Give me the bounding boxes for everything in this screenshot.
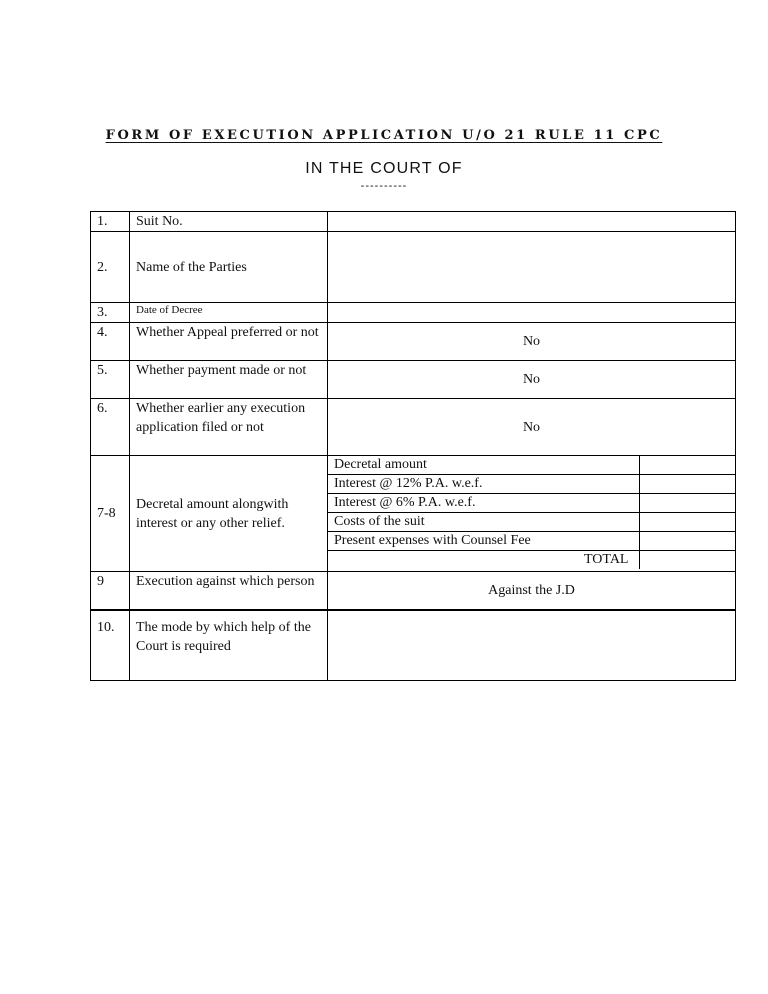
earlier-application-answer[interactable]: No	[328, 399, 736, 456]
court-heading: IN THE COURT OF	[305, 160, 463, 177]
amount-value[interactable]	[639, 532, 735, 551]
row-label: The mode by which help of the Court is required	[130, 610, 328, 681]
row-label: Decretal amount alongwith interest or any other relief.	[130, 456, 328, 572]
amounts-table	[328, 456, 735, 569]
row-execution-against	[91, 572, 736, 610]
row-label: Whether payment made or not	[130, 361, 328, 399]
row-number: 7-8	[91, 456, 130, 572]
amount-row	[328, 513, 735, 532]
row-number: 2.	[91, 232, 130, 303]
row-number: 9	[91, 572, 130, 610]
row-decree-date	[91, 303, 736, 323]
amount-label: Costs of the suit	[328, 513, 639, 532]
amount-row	[328, 475, 735, 494]
row-number: 6.	[91, 399, 130, 456]
appeal-answer[interactable]: No	[328, 323, 736, 361]
row-label: Date of Decree	[130, 303, 328, 323]
amount-row	[328, 456, 735, 475]
row-label: Suit No.	[130, 212, 328, 232]
total-value[interactable]	[639, 551, 735, 570]
amount-row	[328, 494, 735, 513]
row-number: 5.	[91, 361, 130, 399]
amount-label: Interest @ 6% P.A. w.e.f.	[328, 494, 639, 513]
execution-form-table	[90, 211, 736, 681]
amounts-cell	[328, 456, 736, 572]
total-label: TOTAL	[328, 551, 639, 570]
form-title: FORM OF EXECUTION APPLICATION U/O 21 RULE 11 CPC	[105, 128, 663, 143]
amount-value[interactable]	[639, 513, 735, 532]
row-label: Name of the Parties	[130, 232, 328, 303]
row-number: 4.	[91, 323, 130, 361]
amount-label: Interest @ 12% P.A. w.e.f.	[328, 475, 639, 494]
row-label: Whether Appeal preferred or not	[130, 323, 328, 361]
row-mode-of-help	[91, 610, 736, 681]
decree-date-field[interactable]	[328, 303, 736, 323]
row-payment	[91, 361, 736, 399]
execution-against-answer[interactable]: Against the J.D	[328, 572, 736, 610]
payment-answer[interactable]: No	[328, 361, 736, 399]
amount-label: Decretal amount	[328, 456, 639, 475]
row-number: 10.	[91, 610, 130, 681]
row-label: Execution against which person	[130, 572, 328, 610]
amount-value[interactable]	[639, 475, 735, 494]
total-row	[328, 551, 735, 570]
amount-value[interactable]	[639, 494, 735, 513]
court-name-blank: ----------	[360, 180, 408, 192]
row-decretal-amount	[91, 456, 736, 572]
suit-no-field[interactable]	[328, 212, 736, 232]
amount-row	[328, 532, 735, 551]
row-appeal	[91, 323, 736, 361]
mode-of-help-field[interactable]	[328, 610, 736, 681]
amount-label: Present expenses with Counsel Fee	[328, 532, 639, 551]
row-suit-no	[91, 212, 736, 232]
amount-value[interactable]	[639, 456, 735, 475]
parties-field[interactable]	[328, 232, 736, 303]
row-parties	[91, 232, 736, 303]
row-number: 1.	[91, 212, 130, 232]
row-number: 3.	[91, 303, 130, 323]
row-earlier-application	[91, 399, 736, 456]
row-label: Whether earlier any execution application filed or not	[130, 399, 328, 456]
